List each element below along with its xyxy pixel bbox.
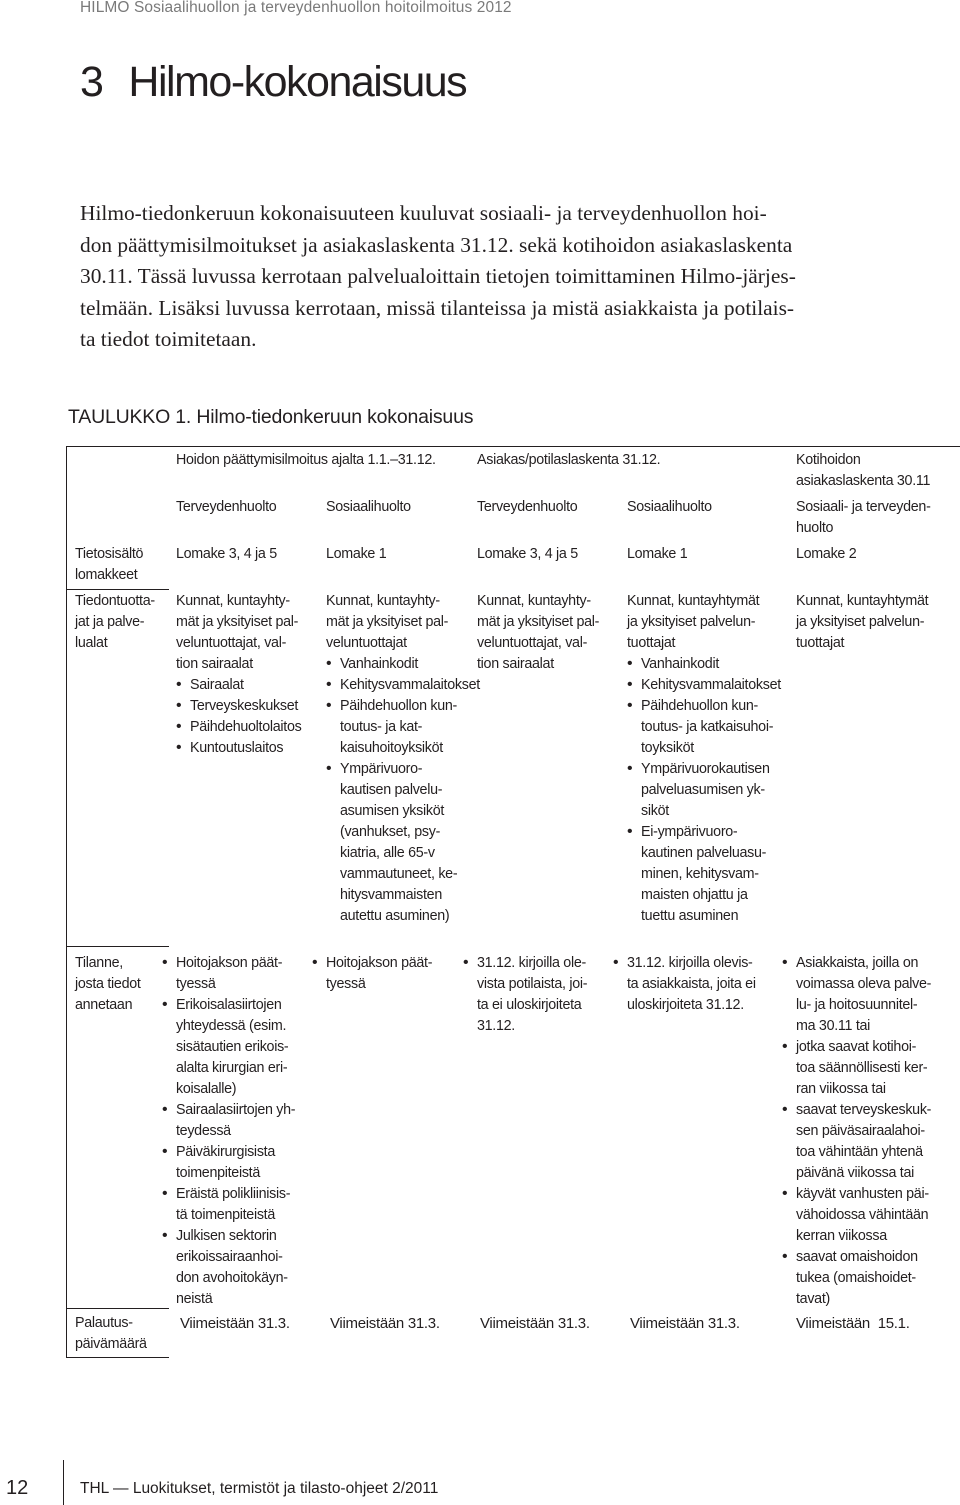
- text-line: tuottajat: [796, 635, 845, 651]
- bullet-item: [326, 759, 480, 927]
- bullet-item: [162, 1142, 295, 1184]
- intro-line: telmään. Lisäksi luvussa kerrotaan, missä tilanteissa ja mistä asiakkaista ja potilais-: [80, 295, 795, 320]
- sub-header: [627, 497, 712, 518]
- bullet-list: [627, 654, 781, 927]
- bullet-item: [627, 759, 781, 822]
- text-line: lualat: [75, 635, 108, 651]
- table-bottom-border: [66, 1357, 169, 1358]
- table-top-border: [66, 446, 960, 447]
- table-caption: [68, 406, 473, 429]
- bullet-line: tyessä: [326, 976, 366, 992]
- bullet-line: • Kuntoutuslaitos: [190, 740, 284, 756]
- text-line: Viimeistään 31.3.: [630, 1315, 740, 1332]
- bullet-item: [162, 1100, 295, 1142]
- tiedontuottajat-cell: [326, 591, 480, 927]
- bullet-line: sisätautien erikois-: [176, 1039, 289, 1055]
- bullet-line: • 31.12. kirjoilla olevis-: [627, 955, 753, 971]
- bullet-line: toa vähintään yhtenä: [796, 1144, 923, 1160]
- text-line: Viimeistään 31.3.: [180, 1315, 290, 1332]
- bullet-line: • Terveyskeskukset: [190, 698, 299, 714]
- text-line: Kunnat, kuntayhty-: [477, 593, 591, 609]
- text-line: annetaan: [75, 997, 133, 1013]
- bullet-line: päivänä viikossa tai: [796, 1165, 914, 1181]
- text-line: Palautus-: [75, 1315, 133, 1331]
- text-line: Viimeistään 31.3.: [480, 1315, 590, 1332]
- tilanne-cell: [460, 953, 587, 1037]
- bullet-line: alalta kirurgian eri-: [176, 1060, 288, 1076]
- bullet-line: palveluasumisen yk-: [641, 782, 765, 798]
- text-line: jat ja palve-: [75, 614, 145, 630]
- table-left-border: [66, 446, 67, 1358]
- bullet-line: • käyvät vanhusten päi-: [796, 1186, 929, 1202]
- tilanne-cell: [610, 953, 756, 1016]
- text-line: Tietosisältö: [75, 546, 144, 562]
- bullet-item: [326, 675, 480, 696]
- row-label-tiedontuottajat: [75, 591, 155, 654]
- bullet-line: • Ympärivuoro-: [340, 761, 423, 777]
- lomake-cell: [326, 544, 386, 565]
- bullet-line: • Hoitojakson päät-: [326, 955, 433, 971]
- text-line: Viimeistään 15.1.: [796, 1315, 910, 1332]
- palautus-cell: [180, 1313, 290, 1334]
- text-line: Viimeistään 31.3.: [330, 1315, 440, 1332]
- palautus-cell: [330, 1313, 440, 1334]
- bullet-item: [627, 675, 781, 696]
- bullet-line: neistä: [176, 1291, 213, 1307]
- bullet-line: koisalalle): [176, 1081, 237, 1097]
- text-line: Kunnat, kuntayhty-: [176, 593, 290, 609]
- bullet-line: maisten ohjattu ja: [641, 887, 748, 903]
- intro-line: Hilmo-tiedonkeruun kokonaisuuteen kuuluvat sosiaali- ja terveydenhuollon hoi-: [80, 201, 767, 225]
- palautus-cell: [796, 1313, 910, 1334]
- text-line: tuottajat: [627, 635, 676, 651]
- bullet-line: • saavat omaishoidon: [796, 1249, 918, 1265]
- bullet-item: [176, 717, 301, 738]
- bullet-line: sen päiväsairaalahoi-: [796, 1123, 925, 1139]
- bullet-line: ran viikossa tai: [796, 1081, 886, 1097]
- text-line: Lomake 3, 4 ja 5: [176, 546, 277, 562]
- text-line: Lomake 3, 4 ja 5: [477, 546, 578, 562]
- bullet-line: tavat): [796, 1291, 830, 1307]
- bullet-line: ta ei uloskirjoiteta: [477, 997, 582, 1013]
- bullet-list: [782, 953, 931, 1310]
- text-line: Tiedontuotta-: [75, 593, 155, 609]
- bullet-line: • Vanhainkodit: [641, 656, 720, 672]
- text-line: Sosiaalihuolto: [627, 499, 712, 515]
- bullet-item: [627, 654, 781, 675]
- bullet-item: [176, 675, 301, 696]
- chapter-number: 3: [80, 58, 103, 106]
- text-line: Kunnat, kuntayhtymät: [627, 593, 760, 609]
- bullet-item: [627, 696, 781, 759]
- bullet-line: • Päihdehuollon kun-: [641, 698, 759, 714]
- bullet-line: hitysvammaisten: [340, 887, 442, 903]
- bullet-list: [463, 953, 587, 1037]
- bullet-line: vähoidossa vähintään: [796, 1207, 929, 1223]
- bullet-item: [782, 1037, 931, 1100]
- row-divider: [66, 589, 169, 590]
- bullet-list: [326, 654, 480, 927]
- text-line: Kunnat, kuntayhty-: [326, 593, 440, 609]
- sub-header: [326, 497, 411, 518]
- bullet-list: [176, 675, 301, 759]
- sub-header: [796, 497, 931, 539]
- group-header: [796, 450, 930, 492]
- palautus-cell: [630, 1313, 740, 1334]
- sub-header: [176, 497, 276, 518]
- text-line: mät ja yksityiset pal-: [176, 614, 299, 630]
- lomake-cell: [627, 544, 687, 565]
- bullet-item: [162, 1226, 295, 1310]
- chapter-title-text: Hilmo-kokonaisuus: [128, 58, 467, 106]
- bullet-line: toyksiköt: [641, 740, 694, 756]
- text-line: päivämäärä: [75, 1336, 147, 1352]
- bullet-line: • Eräistä polikliinisis-: [176, 1186, 291, 1202]
- row-label-tilanne: [75, 953, 141, 1016]
- bullet-line: toimenpiteistä: [176, 1165, 261, 1181]
- bullet-list: [312, 953, 432, 995]
- bullet-list: [613, 953, 756, 1016]
- text-line: Asiakas/potilaslaskenta 31.12.: [477, 452, 661, 468]
- bullet-item: [162, 953, 295, 995]
- page-number: 12: [6, 1477, 29, 1499]
- bullet-item: [782, 1247, 931, 1310]
- bullet-line: vammautuneet, ke-: [340, 866, 458, 882]
- text-line: Sosiaali- ja terveyden-: [796, 499, 931, 515]
- text-line: Sosiaalihuolto: [326, 499, 411, 515]
- bullet-line: • Päihdehuollon kun-: [340, 698, 458, 714]
- bullet-line: • Erikoisalasiirtojen: [176, 997, 282, 1013]
- bullet-item: [176, 696, 301, 717]
- bullet-line: uloskirjoiteta 31.12.: [627, 997, 744, 1013]
- bullet-line: • Kehitysvammalaitokset: [641, 677, 781, 693]
- bullet-line: kerran viikossa: [796, 1228, 887, 1244]
- bullet-line: • 31.12. kirjoilla ole-: [477, 955, 586, 971]
- text-line: tion sairaalat: [477, 656, 554, 672]
- bullet-line: vista potilaista, joi-: [477, 976, 588, 992]
- bullet-line: toutus- ja kat-: [340, 719, 423, 735]
- bullet-item: [782, 1184, 931, 1247]
- row-label-palautus: [75, 1313, 147, 1355]
- bullet-line: 31.12.: [477, 1018, 515, 1034]
- lomake-cell: [176, 544, 277, 565]
- bullet-line: lu- ja hoitosuunnitel-: [796, 997, 918, 1013]
- bullet-line: • Asiakkaista, joilla on: [796, 955, 919, 971]
- bullet-line: • jotka saavat kotihoi-: [796, 1039, 917, 1055]
- bullet-line: kautisen palvelu-: [340, 782, 443, 798]
- tiedontuottajat-cell: [627, 591, 781, 927]
- text-line: Terveydenhuolto: [477, 499, 578, 515]
- text-line: lomakkeet: [75, 567, 138, 583]
- intro-line: ta tiedot toimitetaan.: [80, 327, 257, 351]
- table-caption-title: Hilmo-tiedonkeruun kokonaisuus: [196, 406, 474, 428]
- bullet-line: tä toimenpiteistä: [176, 1207, 276, 1223]
- tiedontuottajat-cell: [477, 591, 599, 675]
- intro-line: don päättymisilmoitukset ja asiakaslaskenta 31.12. sekä kotihoidon asiakaslaskenta: [80, 232, 793, 257]
- chapter-title: [80, 58, 466, 107]
- text-line: tion sairaalat: [176, 656, 253, 672]
- bullet-line: • Julkisen sektorin: [176, 1228, 277, 1244]
- bullet-line: ta asiakkaista, joita ei: [627, 976, 756, 992]
- bullet-line: tuettu asuminen: [641, 908, 739, 924]
- lomake-cell: [796, 544, 856, 565]
- intro-paragraph: [80, 198, 910, 356]
- bullet-line: • Päiväkirurgisista: [176, 1144, 275, 1160]
- text-line: Hoidon päättymisilmoitus ajalta 1.1.–31.12.: [176, 452, 436, 468]
- bullet-item: [782, 953, 931, 1037]
- bullet-item: [326, 654, 480, 675]
- bullet-item: [326, 696, 480, 759]
- bullet-line: autettu asuminen): [340, 908, 450, 924]
- text-line: Kunnat, kuntayhtymät: [796, 593, 929, 609]
- bullet-line: tukea (omaishoidet-: [796, 1270, 916, 1286]
- bullet-line: ma 30.11 tai: [796, 1018, 871, 1034]
- row-divider: [66, 946, 169, 947]
- sub-header: [477, 497, 577, 518]
- bullet-item: [162, 1184, 295, 1226]
- bullet-item: [312, 953, 432, 995]
- bullet-line: tyessä: [176, 976, 216, 992]
- tiedontuottajat-cell: [796, 591, 928, 654]
- row-label-tietosisalto: [75, 544, 143, 586]
- text-line: Terveydenhuolto: [176, 499, 277, 515]
- text-line: veluntuottajat, val-: [477, 635, 588, 651]
- text-line: mät ja yksityiset pal-: [326, 614, 449, 630]
- tilanne-cell: [779, 953, 931, 1310]
- text-line: Tilanne,: [75, 955, 123, 971]
- text-line: Kotihoidon: [796, 452, 861, 468]
- bullet-line: • Ympärivuorokautisen: [641, 761, 770, 777]
- bullet-line: teydessä: [176, 1123, 231, 1139]
- footer: THL — Luokitukset, termistöt ja tilasto-ohjeet 2/2011: [80, 1480, 439, 1497]
- text-line: huolto: [796, 520, 834, 536]
- bullet-line: • Päihdehuoltolaitos: [190, 719, 302, 735]
- bullet-line: • Hoitojakson päät-: [176, 955, 283, 971]
- bullet-line: • Sairaalat: [190, 677, 244, 693]
- bullet-line: siköt: [641, 803, 669, 819]
- bullet-item: [613, 953, 756, 1016]
- text-line: ja yksityiset palvelun-: [627, 614, 756, 630]
- bullet-line: toutus- ja katkaisuhoi-: [641, 719, 774, 735]
- bullet-line: voimassa oleva palve-: [796, 976, 932, 992]
- text-line: veluntuottajat, val-: [176, 635, 287, 651]
- palautus-cell: [480, 1313, 590, 1334]
- bullet-item: [162, 995, 295, 1100]
- tilanne-cell: [159, 953, 295, 1310]
- bullet-line: • Vanhainkodit: [340, 656, 419, 672]
- text-line: veluntuottajat: [326, 635, 407, 651]
- bullet-line: • Ei-ympärivuoro-: [641, 824, 738, 840]
- row-divider: [66, 1308, 169, 1309]
- bullet-line: yhteydessä (esim.: [176, 1018, 287, 1034]
- tilanne-cell: [309, 953, 432, 995]
- page-number-rule: [63, 1460, 64, 1505]
- text-line: mät ja yksityiset pal-: [477, 614, 600, 630]
- bullet-line: minen, kehitysvam-: [641, 866, 759, 882]
- bullet-list: [162, 953, 295, 1310]
- bullet-line: kaisuhoitoyksiköt: [340, 740, 443, 756]
- group-header: [176, 450, 436, 471]
- bullet-line: don avohoitokäyn-: [176, 1270, 288, 1286]
- text-line: Lomake 1: [326, 546, 387, 562]
- text-line: Lomake 1: [627, 546, 688, 562]
- text-line: ja yksityiset palvelun-: [796, 614, 925, 630]
- bullet-line: • saavat terveyskeskuk-: [796, 1102, 932, 1118]
- bullet-item: [627, 822, 781, 927]
- bullet-line: • Kehitysvammalaitokset: [340, 677, 480, 693]
- bullet-item: [176, 738, 301, 759]
- group-header: [477, 450, 660, 471]
- text-line: josta tiedot: [75, 976, 141, 992]
- bullet-item: [463, 953, 587, 1037]
- table-caption-label: TAULUKKO 1.: [68, 406, 192, 428]
- bullet-line: (vanhukset, psy-: [340, 824, 441, 840]
- bullet-line: • Sairaalasiirtojen yh-: [176, 1102, 296, 1118]
- text-line: Lomake 2: [796, 546, 857, 562]
- text-line: asiakaslaskenta 30.11: [796, 473, 931, 489]
- intro-line: 30.11. Tässä luvussa kerrotaan palvelualoittain tietojen toimittaminen Hilmo-järjes-: [80, 264, 796, 288]
- tiedontuottajat-cell: [176, 591, 301, 759]
- bullet-line: kautinen palveluasu-: [641, 845, 767, 861]
- bullet-line: asumisen yksiköt: [340, 803, 445, 819]
- bullet-item: [782, 1100, 931, 1184]
- bullet-line: toa säännöllisesti ker-: [796, 1060, 928, 1076]
- lomake-cell: [477, 544, 578, 565]
- bullet-line: kiatria, alle 65-v: [340, 845, 435, 861]
- running-header: HILMO Sosiaalihuollon ja terveydenhuollon hoitoilmoitus 2012: [80, 0, 512, 16]
- bullet-line: erikoissairaanhoi-: [176, 1249, 283, 1265]
